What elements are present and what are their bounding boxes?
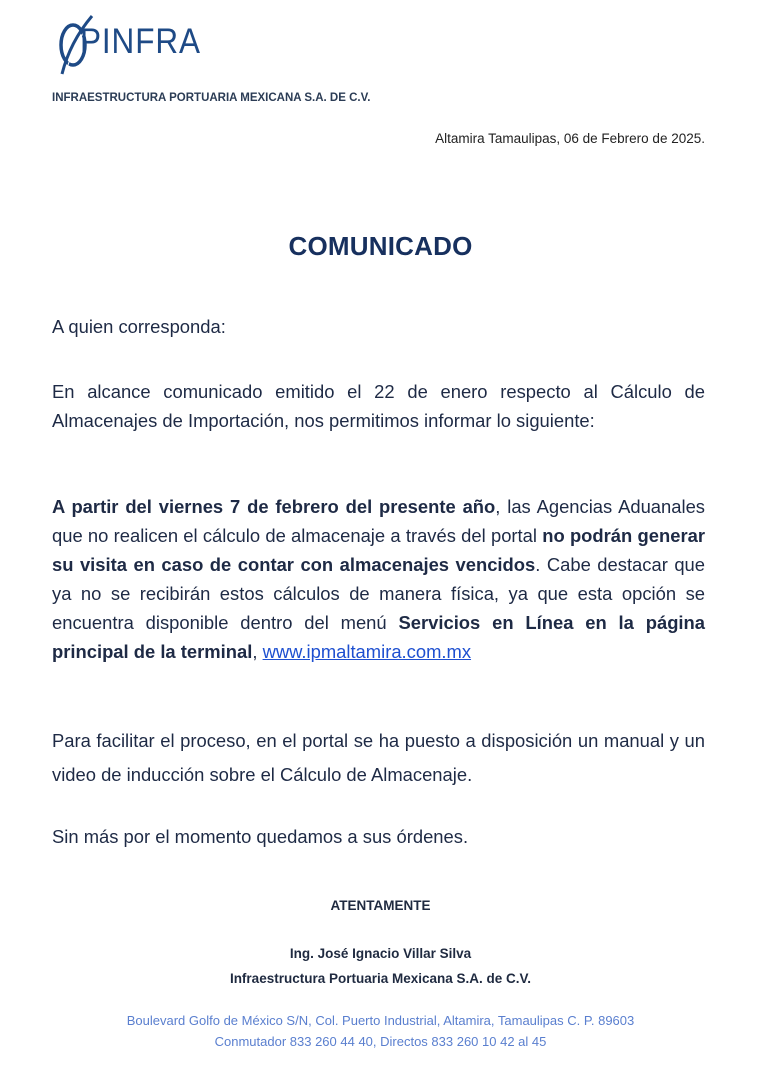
paragraph-closing: Sin más por el momento quedamos a sus órdenes. [52,826,469,847]
paragraph-text: , las Agencias Aduanales que no realicen el cálculo de almacenaje a través del portal [52,496,705,546]
paragraph-text: , [252,641,263,662]
date-line: Altamira Tamaulipas, 06 de Febrero de 2025. [435,131,705,146]
closing-salutation: ATENTAMENTE [330,898,431,913]
footer-address: Boulevard Golfo de México S/N, Col. Puerto Industrial, Altamira, Tamaulipas C. P. 89603 [126,1013,635,1028]
website-link[interactable]: www.ipmaltamira.com.mx [262,641,472,662]
company-name-header: INFRAESTRUCTURA PORTUARIA MEXICANA S.A. DE C.V. [52,92,371,104]
bold-date-phrase: A partir del viernes 7 de febrero del presente año [52,496,496,517]
signer-organization: Infraestructura Portuaria Mexicana S.A. de C.V. [229,971,532,986]
paragraph-text: . Cabe destacar que ya no se recibirán estos cálculos de manera física, ya que esta opción se encuentra disponible dentro del menú [52,554,706,633]
logo-wordmark: PINFRA [80,22,201,61]
paragraph-announcement [52,492,705,666]
bold-restriction-phrase: no podrán generar su visita en caso de contar con almacenajes vencidos [52,525,705,575]
paragraph-manual: Para facilitar el proceso, en el portal se ha puesto a disposición un manual y un video de inducción sobre el Cálculo de Almacenaje. [52,730,705,785]
footer-phones: Conmutador 833 260 44 40, Directos 833 260 10 42 al 45 [214,1034,547,1049]
greeting: A quien corresponda: [52,316,226,337]
bold-menu-phrase: Servicios en Línea en la página principal de la terminal [52,612,705,662]
signer-name: Ing. José Ignacio Villar Silva [289,946,472,961]
paragraph-intro: En alcance comunicado emitido el 22 de enero respecto al Cálculo de Almacenajes de Importación, nos permitimos informar lo siguiente: [52,381,705,431]
document-title: COMUNICADO [288,231,473,261]
